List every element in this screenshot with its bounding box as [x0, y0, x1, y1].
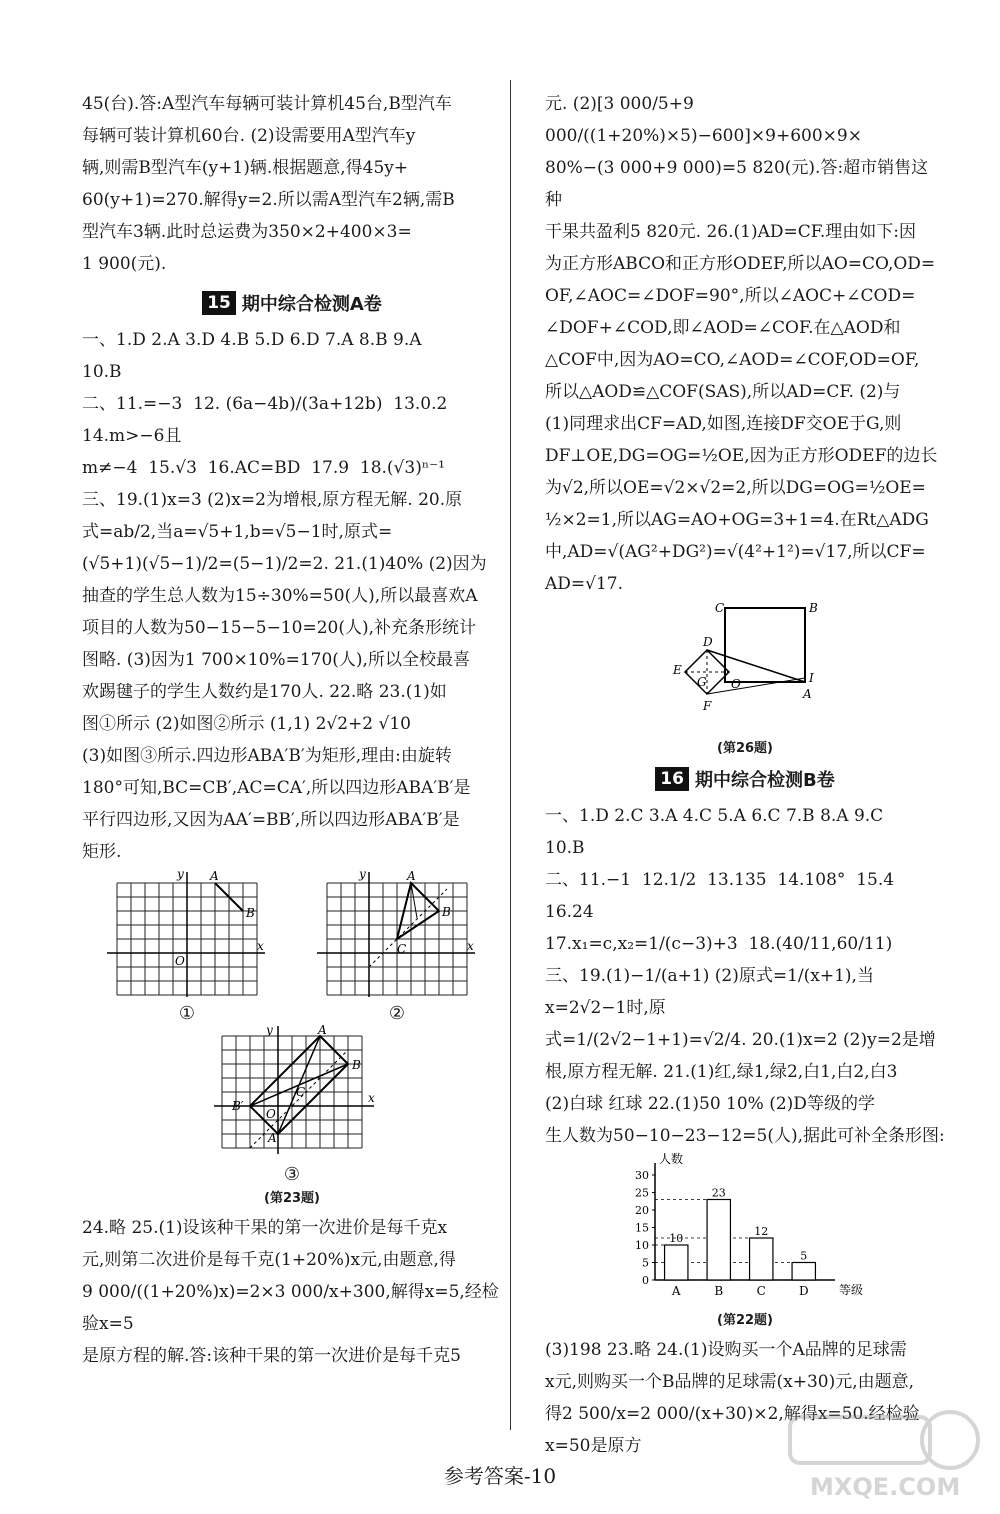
figure-caption-26: (第26题) — [717, 741, 773, 756]
point-label-a: A — [210, 869, 219, 883]
category-label: B — [714, 1284, 724, 1298]
grid-figure-3-svg — [202, 1024, 382, 1159]
y-tick-label: 30 — [635, 1169, 649, 1182]
right-column — [545, 88, 945, 1462]
segment-cf — [707, 678, 805, 694]
y-axis-label: 人数 — [659, 1152, 684, 1166]
axis-label-y: y — [359, 868, 366, 881]
y-tick-label: 25 — [635, 1186, 649, 1200]
point-label-i: I — [809, 671, 814, 685]
text-line: △COF中,因为AO=CO,∠AOD=∠COF,OD=OF, — [545, 350, 920, 370]
point-label-b: B — [246, 906, 255, 920]
grid-figure-2-svg — [317, 868, 477, 998]
watermark-logo — [770, 1395, 990, 1505]
point-label-c: C — [715, 601, 725, 615]
answer-line: 根,原方程无解. 21.(1)红,绿1,绿2,白1,白2,白3 — [545, 1062, 898, 1082]
section-15-heading — [82, 290, 502, 316]
bar-d — [792, 1263, 815, 1281]
answer-line: 式=1/(2√2−1+1)=√2/4. 20.(1)x=2 (2)y=2是增 — [545, 1030, 936, 1050]
answer-line: (√5+1)(√5−1)/2=(5−1)/2=2. 21.(1)40% (2)因为 — [82, 554, 487, 574]
dashed-line — [369, 889, 447, 967]
axis-label-y: y — [266, 1024, 273, 1037]
text-line: 干果共盈利5 820元. 26.(1)AD=CF.理由如下:因 — [545, 222, 917, 242]
axis-label-x: x — [368, 1091, 375, 1105]
grid-figures-row — [82, 868, 502, 1024]
figure-caption-23: (第23题) — [264, 1191, 320, 1206]
segment-ad — [707, 650, 805, 682]
y-tick-label: 10 — [635, 1239, 649, 1252]
bar-chart-22 — [545, 1152, 945, 1328]
answer-line: (3)如图③所示.四边形ABA′B′为矩形,理由:由旋转 — [82, 746, 452, 766]
grid-figure-3 — [82, 1024, 502, 1206]
text-line: 80%−(3 000+9 000)=5 820(元).答:超市销售这种 — [545, 158, 929, 210]
y-tick-label: 0 — [642, 1274, 649, 1287]
text-line: 为正方形ABCO和正方形ODEF,所以AO=CO,OD= — [545, 254, 936, 274]
text-line: 型汽车3辆.此时总运费为350×2+400×3= — [82, 222, 412, 242]
text-line: 所以△AOD≌△COF(SAS),所以AD=CF. (2)与 — [545, 382, 901, 402]
answer-line: 欢踢毽子的学生人数约是170人. 22.略 23.(1)如 — [82, 682, 447, 702]
point-label-a: A — [803, 687, 812, 701]
point-label-g: G — [697, 675, 707, 689]
text-line: 元. (2)[3 000/5+9 000/((1+20%)×5)−600]×9+600×9× — [545, 94, 862, 146]
text-line: 24.略 25.(1)设该种干果的第一次进价是每千克x — [82, 1218, 448, 1238]
point-label-b: B — [352, 1058, 361, 1072]
figure-label-2: ② — [388, 1003, 406, 1024]
point-label-a: A — [318, 1024, 327, 1037]
point-label-b-prime: B′ — [232, 1099, 244, 1113]
answer-line: m≠−4 15.√3 16.AC=BD 17.9 18.(√3)ⁿ⁻¹ — [82, 458, 445, 478]
section-16-heading — [545, 766, 945, 792]
y-tick-label: 20 — [635, 1204, 649, 1217]
point-label-d: D — [703, 635, 713, 649]
answer-line: 生人数为50−10−23−12=5(人),据此可补全条形图: — [545, 1126, 945, 1146]
answer-line: 一、1.D 2.A 3.D 4.B 5.D 6.D 7.A 8.B 9.A — [82, 330, 422, 350]
text-line: 1 900(元). — [82, 254, 167, 274]
point-label-f: F — [703, 699, 712, 713]
bar-chart-svg — [615, 1152, 875, 1302]
section-number: 15 — [202, 291, 236, 315]
bar-b — [707, 1200, 730, 1281]
grid-figure-1-svg — [107, 868, 267, 998]
y-tick-label: 5 — [642, 1256, 649, 1270]
text-line: 45(台).答:A型汽车每辆可装计算机45台,B型汽车 — [82, 94, 452, 114]
x-axis-label: 等级 — [839, 1283, 864, 1297]
column-divider — [510, 80, 511, 1430]
point-label-c: C — [397, 942, 407, 956]
answer-line: 矩形. — [82, 842, 122, 862]
text-line: ½×2=1,所以AG=AO+OG=3+1=4.在Rt△ADG — [545, 510, 929, 530]
grid-figure-2 — [317, 868, 477, 1024]
figure-26 — [545, 600, 945, 756]
point-label-o: O — [731, 677, 741, 691]
answer-line: 项目的人数为50−15−5−10=20(人),补充条形统计 — [82, 618, 476, 638]
square-abco — [725, 608, 805, 682]
axis-label-x: x — [467, 939, 474, 953]
axis-label-y: y — [177, 868, 184, 881]
text-line: x元,则购买一个B品牌的足球需(x+30)元,由题意, — [545, 1372, 915, 1392]
text-line: ∠DOF+∠COD,即∠AOD=∠COF.在△AOD和 — [545, 318, 901, 338]
answer-line: 二、11.=−3 12. (6a−4b)/(3a+12b) 13.0.2 14.m>−6且 — [82, 394, 459, 446]
figure-26-svg — [645, 600, 845, 730]
section-title: 期中综合检测A卷 — [241, 294, 382, 315]
bar-c — [750, 1238, 773, 1280]
text-line: 辆,则需B型汽车(y+1)辆.根据题意,得45y+ — [82, 158, 409, 178]
svg-text:MXQE.COM: MXQE.COM — [810, 1473, 961, 1501]
text-line: 中,AD=√(AG²+DG²)=√(4²+1²)=√17,所以CF= — [545, 542, 926, 562]
left-column — [82, 88, 502, 1372]
answer-line: 三、19.(1)x=3 (2)x=2为增根,原方程无解. 20.原 — [82, 490, 463, 510]
chart-bars — [665, 1200, 816, 1281]
text-line: (3)198 23.略 24.(1)设购买一个A品牌的足球需 — [545, 1340, 907, 1360]
grid-figure-1 — [107, 868, 267, 1024]
answer-line: 一、1.D 2.C 3.A 4.C 5.A 6.C 7.B 8.A 9.C — [545, 806, 884, 826]
text-line: 9 000/((1+20%)x)=2×3 000/x+300,解得x=5,经检验x=5 — [82, 1282, 499, 1334]
answer-line: 17.x₁=c,x₂=1/(c−3)+3 18.(40/11,60/11) — [545, 934, 893, 954]
text-line: DF⊥OE,DG=OG=½OE,因为正方形ODEF的边长 — [545, 446, 938, 466]
text-line: (1)同理求出CF=AD,如图,连接DF交OE于G,则 — [545, 414, 902, 434]
axis-label-x: x — [257, 939, 264, 953]
bar-value-label: 5 — [800, 1249, 808, 1263]
point-label-a: A — [407, 869, 416, 883]
point-label-b: B — [442, 905, 451, 919]
text-line: 得2 500/x=2 000/(x+30)×2,解得x=50.经检验x=50是原方 — [545, 1404, 920, 1456]
answer-line: 图①所示 (2)如图②所示 (1,1) 2√2+2 √10 — [82, 714, 411, 734]
answer-line: 二、11.−1 12.1/2 13.135 14.108° 15.4 16.24 — [545, 870, 905, 922]
answer-line: 抽查的学生总人数为15÷30%=50(人),所以最喜欢A — [82, 586, 478, 606]
point-label-b: B — [809, 601, 818, 615]
bar-a — [665, 1245, 688, 1280]
y-tick-label: 15 — [635, 1221, 649, 1235]
figure-label-1: ① — [178, 1003, 196, 1024]
category-label: A — [671, 1284, 681, 1298]
section-number: 16 — [655, 767, 689, 791]
text-line: 是原方程的解.答:该种干果的第一次进价是每千克5 — [82, 1346, 461, 1366]
answer-line: 180°可知,BC=CB′,AC=CA′,所以四边形ABA′B′是 — [82, 778, 471, 798]
point-label-a-prime: A′ — [268, 1131, 280, 1145]
text-line: AD=√17. — [545, 574, 624, 594]
answer-line: 图略. (3)因为1 700×10%=170(人),所以全校最喜 — [82, 650, 470, 670]
section-title: 期中综合检测B卷 — [694, 770, 835, 791]
answer-line: 10.B — [82, 362, 122, 382]
text-line: 每辆可装计算机60台. (2)设需要用A型汽车y — [82, 126, 416, 146]
point-label-o: O — [175, 954, 185, 968]
point-label-e: E — [673, 663, 682, 677]
right-intro — [545, 88, 945, 600]
point-label-c: C — [296, 1085, 306, 1099]
section-16-answers — [545, 800, 945, 1152]
category-label: C — [756, 1284, 766, 1298]
answer-line: 平行四边形,又因为AA′=BB′,所以四边形ABA′B′是 — [82, 810, 460, 830]
grid-lines — [222, 1036, 362, 1148]
text-line: 60(y+1)=270.解得y=2.所以需A型汽车2辆,需B — [82, 190, 455, 210]
page-footer: 参考答案-10 — [443, 1464, 557, 1488]
text-line: 元,则第二次进价是每千克(1+20%)x元,由题意,得 — [82, 1250, 456, 1270]
category-label: D — [798, 1284, 809, 1298]
text-line: OF,∠AOC=∠DOF=90°,所以∠AOC+∠COD= — [545, 286, 916, 306]
section-15-answers — [82, 324, 502, 868]
figure-caption-22: (第22题) — [717, 1313, 773, 1328]
text-line: 为√2,所以OE=√2×√2=2,所以DG=OG=½OE= — [545, 478, 926, 498]
answer-line: 10.B — [545, 838, 585, 858]
point-label-o: O — [266, 1107, 276, 1121]
bar-value-label: 10 — [669, 1232, 684, 1245]
answer-line: 三、19.(1)−1/(a+1) (2)原式=1/(x+1),当x=2√2−1时,原 — [545, 966, 874, 1018]
bar-value-label: 12 — [754, 1225, 769, 1238]
bar-value-label: 23 — [711, 1186, 726, 1200]
answer-line: 式=ab/2,当a=√5+1,b=√5−1时,原式= — [82, 522, 393, 542]
figure-label-3: ③ — [283, 1164, 301, 1185]
left-intro — [82, 88, 502, 280]
left-tail — [82, 1212, 502, 1372]
answer-line: (2)白球 红球 22.(1)50 10% (2)D等级的学 — [545, 1094, 875, 1114]
